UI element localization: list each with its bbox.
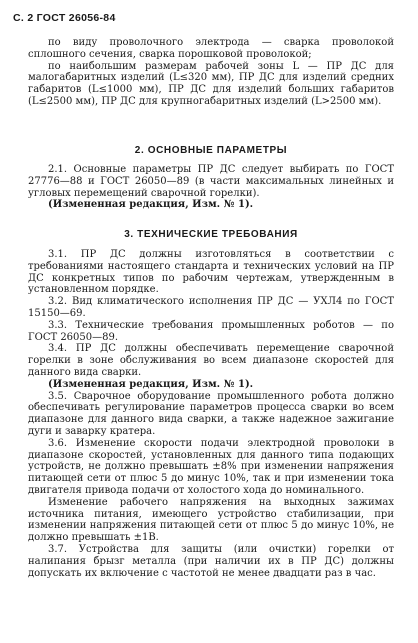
paragraph-3-7: 3.7. Устройства для защиты (или очистки) горелки от налипания брызг металла (при наличии их в ПР ДС) должны допускать их включение с частотой не менее двадцати раз в час. <box>28 543 394 579</box>
section-3-body <box>28 249 394 579</box>
paragraph-3-5: 3.5. Сварочное оборудование промышленного робота должно обеспечивать регулирование параметров процесса сварки во всем диапазоне для данного вида сварки, а также надежное зажигание дуги и заварку кратера. <box>28 390 394 437</box>
paragraph-3-2: 3.2. Вид климатического исполнения ПР ДС — УХЛ4 по ГОСТ 15150—69. <box>28 296 394 319</box>
paragraph-3-3: 3.3. Технические требования промышленных роботов — по ГОСТ 26050—89. <box>28 319 394 343</box>
edit-note-section-3: (Измененная редакция, Изм. № 1). <box>48 378 254 390</box>
paragraph-2-1: 2.1. Основные параметры ПР ДС следует выбирать по ГОСТ 27776—88 и ГОСТ 26050—89 (в части максимальных линейных и угловых перемещений сварочной горелки). <box>28 164 394 199</box>
paragraph-3-6-voltage: Изменение рабочего напряжения на выходных зажимах источника питания, имеющего устройство стабилизации, при изменении напряжения питающей сети от плюс 5 до минус 10%, не должно превышать ±1В. <box>28 496 394 544</box>
section-1-continuation <box>28 37 394 108</box>
paragraph-electrode-type: по виду проволочного электрода — сварка проволокой сплошного сечения, сварка порошковой проволокой; <box>28 37 394 60</box>
section-2-body <box>28 164 394 211</box>
edit-note-section-2: (Измененная редакция, Изм. № 1). <box>48 199 254 211</box>
paragraph-3-6: 3.6. Изменение скорости подачи электродной проволоки в диапазоне скоростей, установленных для данного типа подающих устройств, не должно превышать ±8% при изменении напряжения питающей сети от плюс 5 до минус 10%, так и при изменении тока двигателя привода подачи от холостого хода до номинального. <box>28 437 394 496</box>
section-2-heading: 2. ОСНОВНЫЕ ПАРАМЕТРЫ <box>134 145 288 156</box>
paragraph-3-4: 3.4. ПР ДС должны обеспечивать перемещение сварочной горелки в зоне обслуживания во всем диапазоне скоростей для данного вида сварки. <box>28 343 394 378</box>
paragraph-work-zone-size: по наибольшим размерам рабочей зоны L — ПР ДС для малогабаритных изделий (L≤320 мм), ПР ДС для изделий средних габаритов (L≤1000 мм), ПР ДС для изделий больших габаритов (L≤2500 мм), ПР ДС для крупногабаритных изделий (L>2500 мм). <box>28 60 394 107</box>
paragraph-3-1: 3.1. ПР ДС должны изготовляться в соответствии с требованиями настоящего стандарта и технических условий на ПР ДС конкретных типов по рабочим чертежам, утвержденным в установленном порядке. <box>28 249 394 296</box>
section-3-heading: 3. ТЕХНИЧЕСКИЕ ТРЕБОВАНИЯ <box>124 229 298 240</box>
page-header: С. 2 ГОСТ 26056-84 <box>13 12 116 24</box>
